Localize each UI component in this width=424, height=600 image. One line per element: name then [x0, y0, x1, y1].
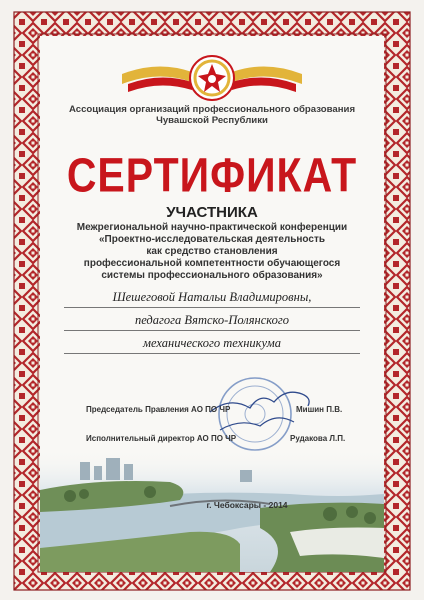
director-name: Рудакова Л.П. — [290, 434, 346, 443]
recipient-institution: механического техникума — [143, 336, 281, 350]
recipient-name-underline — [64, 307, 360, 308]
chair-name: Мишин П.В. — [296, 405, 343, 414]
conference-line5: системы профессионального образования» — [101, 270, 323, 281]
recipient-position: педагога Вятско-Полянского — [134, 313, 290, 327]
association-name-line2: Чувашской Республики — [156, 115, 268, 126]
city-landscape-image — [40, 448, 384, 572]
recipient-position-underline — [64, 330, 360, 331]
conference-line2: «Проектно-исследовательская деятельность — [98, 234, 326, 245]
recipient-institution-underline — [64, 353, 360, 354]
recipient-name: Шешеговой Натальи Владимировны, — [112, 290, 312, 304]
conference-line3: как средство становления — [146, 246, 278, 257]
chair-title: Председатель Правления АО ПО ЧР — [86, 405, 231, 414]
conference-line4: профессиональной компетентности обучающегося — [83, 258, 341, 269]
participant-label: УЧАСТНИКА — [166, 204, 258, 221]
association-name-line1: Ассоциация организаций профессионального образования — [68, 104, 356, 115]
association-emblem — [118, 52, 306, 104]
certificate-title: СЕРТИФИКАТ — [66, 148, 358, 203]
conference-line1: Межрегиональной научно-практической конференции — [76, 222, 348, 233]
director-title: Исполнительный директор АО ПО ЧР — [86, 434, 237, 443]
place-and-year: г. Чебоксары - 2014 — [206, 500, 288, 510]
